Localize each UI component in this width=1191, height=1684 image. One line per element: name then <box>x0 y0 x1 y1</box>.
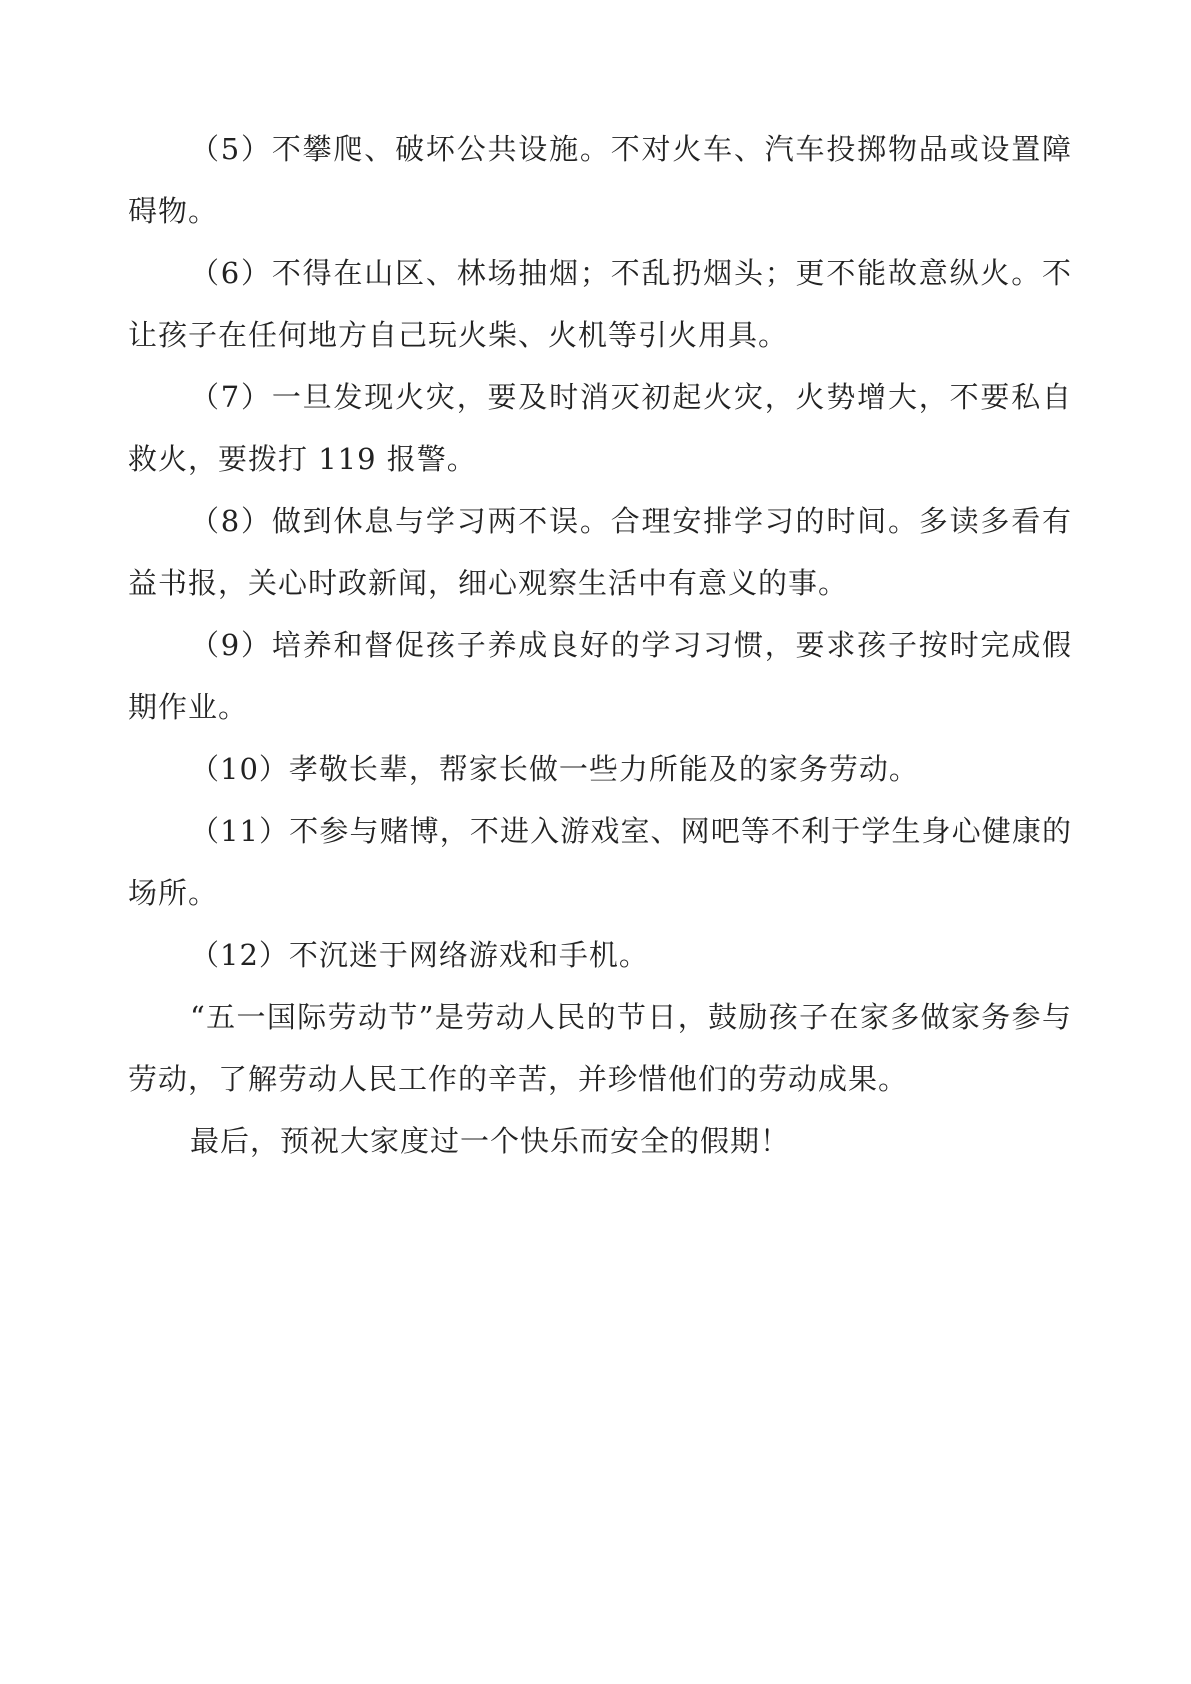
paragraph-item-7: （7）一旦发现火灾，要及时消灭初起火灾，火势增大，不要私自救火，要拨打 119 报警。 <box>128 380 1072 476</box>
paragraph-item-10: （10）孝敬长辈，帮家长做一些力所能及的家务劳动。 <box>190 752 919 786</box>
paragraph-item-11: （11）不参与赌博，不进入游戏室、网吧等不利于学生身心健康的场所。 <box>128 814 1072 910</box>
paragraph-item-6: （6）不得在山区、林场抽烟；不乱扔烟头；更不能故意纵火。不让孩子在任何地方自己玩火柴、火机等引火用具。 <box>128 256 1072 352</box>
paragraph-item-5: （5）不攀爬、破坏公共设施。不对火车、汽车投掷物品或设置障碍物。 <box>128 132 1072 228</box>
paragraph-item-12: （12）不沉迷于网络游戏和手机。 <box>190 938 649 972</box>
paragraph-labor-day: “五一国际劳动节”是劳动人民的节日，鼓励孩子在家多做家务参与劳动，了解劳动人民工作的辛苦，并珍惜他们的劳动成果。 <box>128 1000 1072 1096</box>
paragraph-closing: 最后，预祝大家度过一个快乐而安全的假期！ <box>190 1124 791 1158</box>
paragraph-item-8: （8）做到休息与学习两不误。合理安排学习的时间。多读多看有益书报，关心时政新闻，细心观察生活中有意义的事。 <box>128 504 1072 600</box>
paragraph-item-9: （9）培养和督促孩子养成良好的学习习惯，要求孩子按时完成假期作业。 <box>128 628 1072 724</box>
document-body <box>128 118 1072 1172</box>
